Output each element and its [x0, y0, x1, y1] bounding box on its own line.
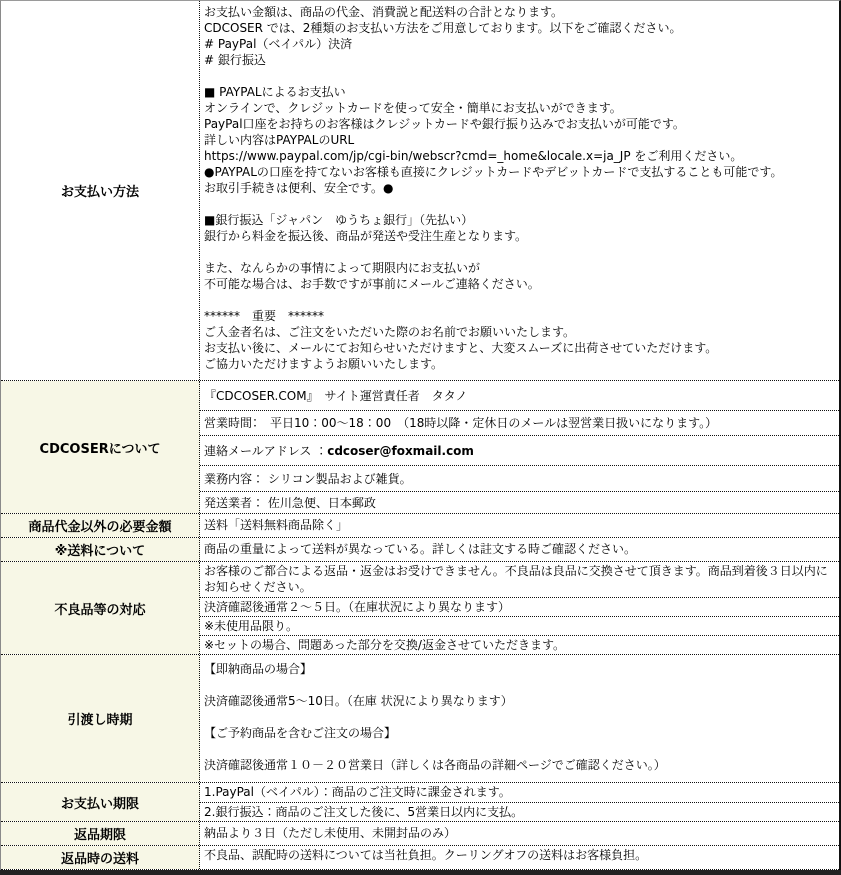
defects-set-policy-text: ※セットの場合、問題あった部分を交換/返金させていただきます。	[204, 638, 566, 652]
section-payment-method	[1, 1, 839, 381]
blank-line	[204, 196, 835, 212]
section-payment-deadline	[1, 783, 839, 822]
row-header-label: ※送料について	[54, 544, 146, 559]
return-shipping-content	[200, 846, 839, 869]
paypal-url-line: https://www.paypal.com/jp/cgi-bin/webscr?cmd=_home&locale.x=ja_JP をご利用ください。	[204, 149, 743, 163]
row-header-payment-method	[1, 1, 200, 380]
text-line: お支払い後に、メールにてお知らせいただけますと、大変スムーズに出荷させていただけます。	[204, 341, 718, 355]
business-description-row	[200, 465, 839, 491]
text-line: 決済確認後通常１０－２０営業日（詳しくは各商品の詳細ページでご確認ください。）	[204, 758, 666, 772]
shipping-carriers-row	[200, 491, 839, 513]
section-about	[1, 381, 839, 514]
business-hours-row	[200, 410, 839, 435]
section-return-shipping	[1, 846, 839, 870]
payment-method-content	[200, 1, 839, 380]
paypal-deadline-row	[200, 783, 839, 802]
business-description-text: 業務内容： シリコン製品および雑貨。	[204, 471, 412, 486]
text-line: ●PAYPALの口座を持てないお客様も直接にクレジットカードやデビットカードで支払することも可能です。	[204, 165, 783, 179]
row-header-extra-fees	[1, 514, 200, 537]
return-deadline-text-row	[200, 822, 839, 843]
contact-email: cdcoser@foxmail.com	[327, 443, 474, 458]
important-marker-line: ****** 重要 ******	[204, 309, 325, 323]
bank-deadline-row	[200, 802, 839, 821]
row-header-defects	[1, 562, 200, 654]
row-header-label: 引渡し時期	[67, 713, 133, 728]
row-header-label: 返品期限	[73, 828, 126, 843]
shipping-carriers-text: 発送業者： 佐川急便、日本郵政	[204, 495, 376, 510]
payment-method-text	[200, 1, 839, 380]
row-header-label: お支払い期限	[60, 796, 139, 812]
section-return-deadline	[1, 822, 839, 846]
text-line: ■銀行振込「ジャパン ゆうちょ銀行」（先払い）	[204, 213, 474, 227]
text-line: PayPal口座をお持ちのお客様はクレジットカードや銀行振り込みでお支払いが可能です。	[204, 117, 685, 131]
shipping-note-text-row	[200, 538, 839, 560]
section-delivery-time	[1, 655, 839, 783]
shipping-note-content	[200, 538, 839, 561]
blank-line	[204, 709, 835, 725]
section-defects	[1, 562, 839, 655]
row-header-label: 不良品等の対応	[54, 602, 146, 618]
site-owner-row	[200, 381, 839, 410]
defects-content	[200, 562, 839, 654]
text-line: ■ PAYPALによるお支払い	[204, 85, 346, 99]
defects-exchange-time-row	[200, 597, 839, 616]
defects-unused-only-row	[200, 616, 839, 635]
text-line: 【即納商品の場合】	[204, 662, 313, 676]
defects-set-policy-row	[200, 635, 839, 654]
text-line: 決済確認後通常5～10日。（在庫 状況により異なります）	[204, 694, 513, 708]
text-line: 銀行から料金を振込後、商品が発送や受注生産となります。	[204, 229, 528, 243]
site-owner-text: 『CDCOSER.COM』 サイト運営責任者 タタノ	[204, 388, 468, 403]
text-line: # 銀行振込	[204, 53, 266, 67]
text-line: 不可能な場合は、お手数ですが事前にメールご連絡ください。	[204, 277, 540, 291]
section-extra-fees	[1, 514, 839, 538]
blank-line	[204, 741, 835, 757]
about-content	[200, 381, 839, 513]
row-header-shipping-note	[1, 538, 200, 561]
defects-exchange-time-text: 決済確認後通常２～５日。（在庫状況により異なります）	[204, 600, 511, 614]
return-shipping-text: 不良品、誤配時の送料については当社負担。クーリングオフの送料はお客様負担。	[204, 848, 648, 862]
text-line: ご協力いただけますようお願いいたします。	[204, 357, 444, 371]
defects-policy-row	[200, 562, 839, 597]
return-deadline-content	[200, 822, 839, 845]
defects-unused-only-text: ※未使用品限り。	[204, 619, 299, 633]
shipping-note-text: 商品の重量によって送料が異なっている。詳しくは註文する時ご確認ください。	[204, 542, 637, 556]
blank-line	[204, 244, 835, 260]
return-deadline-text: 納品より３日（ただし未使用、未開封品のみ）	[204, 825, 457, 840]
blank-line	[204, 677, 835, 693]
row-header-return-deadline	[1, 822, 200, 845]
row-header-about	[1, 381, 200, 513]
text-line: オンラインで、クレジットカードを使って安全・簡単にお支払いができます。	[204, 101, 622, 115]
text-line: 詳しい内容はPAYPALのURL	[204, 133, 355, 147]
delivery-time-text	[200, 655, 839, 782]
row-header-return-shipping	[1, 846, 200, 869]
extra-fees-text: 送料「送料無料商品除く」	[204, 517, 349, 532]
blank-line	[204, 292, 835, 308]
text-line: お取引手続きは便利、安全です。●	[204, 181, 394, 195]
text-line: また、なんらかの事情によって期限内にお支払いが	[204, 261, 481, 275]
return-shipping-text-row	[200, 846, 839, 864]
text-line: 【ご予約商品を含むご注文の場合】	[204, 726, 397, 740]
bottom-dark-bar	[0, 870, 841, 875]
row-header-label: 返品時の送料	[60, 852, 139, 867]
row-header-payment-deadline	[1, 783, 200, 821]
text-line: お支払い金額は、商品の代金、消費説と配送料の合計となります。	[204, 5, 564, 19]
payment-deadline-content	[200, 783, 839, 821]
text-line: CDCOSER では、2種類のお支払い方法をご用意しております。以下をご確認ください。	[204, 21, 682, 35]
row-header-label: CDCOSERについて	[39, 441, 161, 457]
business-hours-text: 営業時間： 平日10：00～18：00 （18時以降・定休日のメールは翌営業日扱いになります。）	[204, 416, 718, 430]
section-shipping-note	[1, 538, 839, 562]
contact-email-prefix: 連絡メールアドレス ：	[204, 443, 328, 458]
contact-email-row	[200, 435, 839, 465]
row-header-delivery-time	[1, 655, 200, 782]
bank-deadline-text: 2.銀行振込：商品のご注文した後に、5営業日以内に支払。	[204, 805, 524, 819]
extra-fees-content	[200, 514, 839, 537]
defects-policy-text: お客様のご都合による返品・返金はお受けできません。不良品は良品に交換させて頂きます。商品到着後３日以内にお知らせください。	[204, 564, 828, 594]
blank-line	[204, 68, 835, 84]
row-header-label: 商品代金以外の必要金額	[28, 520, 172, 535]
paypal-deadline-text: 1.PayPal（ベイパル）：商品のご注文時に課金されます。	[204, 785, 511, 799]
delivery-time-content	[200, 655, 839, 782]
text-line: ご入金者名は、ご注文をいただいた際のお名前でお願いいたします。	[204, 325, 576, 339]
text-line: # PayPal（ベイパル）決済	[204, 37, 353, 51]
row-header-label: お支払い方法	[60, 185, 139, 200]
extra-fees-text-row	[200, 514, 839, 535]
